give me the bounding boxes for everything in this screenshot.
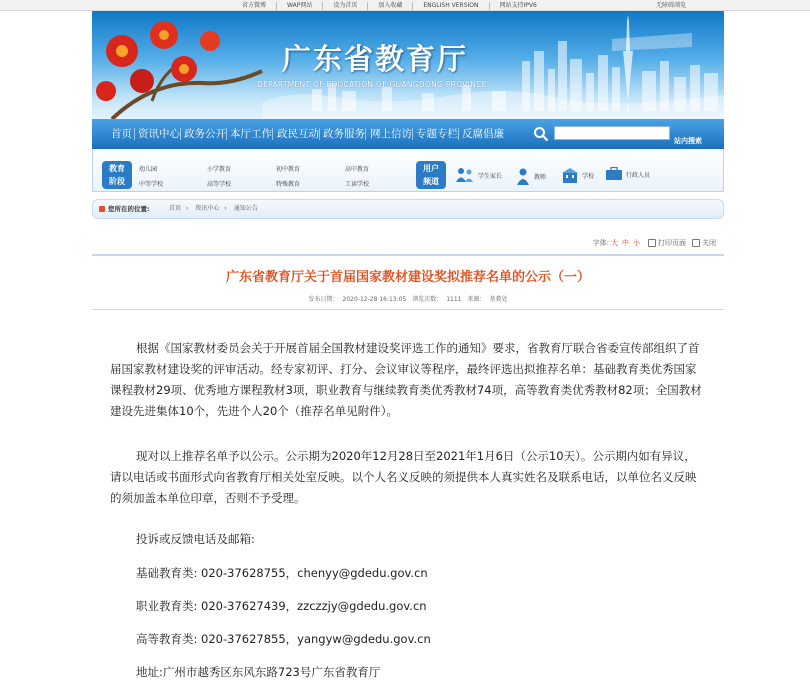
- utility-links: [232, 0, 547, 11]
- contact-vocational-education: 职业教育类: 020-37627439，zzczzjy@gdedu.gov.cn: [136, 599, 427, 613]
- utility-link-wap[interactable]: WAP网站: [277, 2, 323, 10]
- article-title: 广东省教育厅关于首届国家教材建设奖拟推荐名单的公示（一）: [225, 270, 590, 285]
- article-meta: [92, 294, 724, 303]
- edu-stage-label-line2: 阶段: [109, 177, 125, 186]
- user-channel-administrators[interactable]: [605, 167, 650, 181]
- nav-home[interactable]: 首页: [111, 128, 132, 140]
- edu-link-higher-education[interactable]: 高等学校: [207, 181, 232, 188]
- edu-link-special-education[interactable]: 特殊教育: [276, 181, 301, 188]
- kapok-flower-illustration: [92, 11, 272, 119]
- utility-link-weibo[interactable]: 省方微博: [232, 2, 277, 10]
- font-size-small[interactable]: 小: [633, 239, 640, 247]
- user-channel-teachers[interactable]: [515, 167, 546, 185]
- main-nav: [92, 119, 724, 149]
- article-toolbar: [92, 234, 724, 256]
- breadcrumb: [92, 199, 724, 219]
- contact-basic-education: 基础教育类: 020-37628755，chenyy@gdedu.gov.cn: [136, 566, 428, 580]
- article-paragraph: 根据《国家教材委员会关于开展首届全国教材建设奖评选工作的通知》要求，省教育厅联合省委宣传部组织了首届国家教材建设奖的评审活动。经专家初评、打分、会议审议等程序，最终评选出拟推荐名单：基础教育类优秀国家课程教材29项、优秀地方课程教材3项，职业教育与继续教育类优秀教材74项，高等教育类优秀教材82项；全国教材建设先进集体10个，先进个人20个（推荐名单见附件）。: [110, 341, 702, 418]
- teacher-icon: [515, 167, 531, 185]
- font-size-medium[interactable]: 中: [622, 239, 629, 247]
- user-channel-schools-label: 学校: [582, 172, 595, 180]
- source: 基教处: [489, 296, 508, 303]
- close-icon[interactable]: [692, 239, 700, 247]
- edu-link-secondary-vocational[interactable]: 中等学校: [139, 181, 164, 188]
- briefcase-icon: [605, 167, 623, 181]
- breadcrumb-bullet-icon: [99, 206, 105, 212]
- user-channel-schools[interactable]: [561, 167, 594, 183]
- edu-link-primary[interactable]: 小学教育: [207, 166, 232, 173]
- nav-public-interaction[interactable]: 政民互动: [277, 128, 319, 140]
- site-search-input[interactable]: [554, 126, 670, 140]
- close-page-link[interactable]: 关闭: [702, 239, 716, 247]
- site-title: 广东省教育厅: [282, 42, 469, 76]
- breadcrumb-news-center[interactable]: 资讯中心: [195, 205, 220, 212]
- article-tools: [593, 238, 716, 248]
- view-count-label: 浏览次数：: [412, 296, 443, 303]
- source-label: 来源：: [467, 296, 486, 303]
- accessibility-link[interactable]: 无障碍浏览: [655, 2, 686, 9]
- nav-news-center[interactable]: 资讯中心: [138, 128, 180, 140]
- user-channel-label-line2: 频道: [423, 177, 439, 186]
- contacts-heading: 投诉或反馈电话及邮箱:: [136, 532, 255, 546]
- user-channel-parents[interactable]: [455, 167, 502, 183]
- nav-government-affairs[interactable]: 政务公开: [184, 128, 226, 140]
- school-building-icon: [561, 167, 579, 183]
- breadcrumb-label: 您所在的位置:: [108, 205, 150, 213]
- breadcrumb-path: [169, 200, 263, 218]
- utility-link-ipv6[interactable]: 网站支持IPV6: [499, 1, 537, 9]
- edu-link-reform-school[interactable]: 工读学校: [345, 181, 370, 188]
- site-banner: [92, 11, 724, 119]
- nav-online-petition[interactable]: 网上信访: [370, 128, 412, 140]
- user-channel-teachers-label: 教师: [534, 173, 547, 181]
- publish-date-label: 发布日期：: [308, 296, 339, 303]
- font-size-large[interactable]: 大: [611, 239, 618, 247]
- breadcrumb-separator-icon: ›: [224, 205, 227, 212]
- edu-link-senior-high[interactable]: 高中教育: [345, 166, 370, 173]
- user-channel-parents-label: 学生家长: [478, 172, 503, 180]
- edu-stage-label: [102, 161, 132, 189]
- article-paragraph: 现对以上推荐名单予以公示。公示期为2020年12月28日至2021年1月6日（公示10天）。公示期内如有异议，请以电话或书面形式向省教育厅相关处室反映。以个人名义反映的须提供本人真实姓名及联系电话，以单位名义反映的须加盖本单位印章，否则不予受理。: [110, 449, 697, 505]
- site-title-english: DEPARTMENT OF EDUCATION OF GUANGDONG PROVINCE: [257, 80, 487, 89]
- font-size-label: 字体:: [592, 239, 609, 247]
- breadcrumb-notices[interactable]: 通知公告: [233, 205, 258, 212]
- user-channel-label: [416, 161, 446, 189]
- utility-link-english-version[interactable]: ENGLISH VERSION: [413, 2, 489, 10]
- top-utility-bar: [0, 0, 810, 11]
- channel-nav: [92, 149, 724, 192]
- parents-icon: [455, 167, 475, 183]
- print-icon[interactable]: [648, 239, 656, 247]
- edu-link-kindergarten[interactable]: 幼儿园: [139, 166, 158, 173]
- user-channel-administrators-label: 行政人员: [626, 171, 651, 179]
- utility-link-add-favorite[interactable]: 加入收藏: [368, 2, 413, 10]
- breadcrumb-home[interactable]: 首页: [169, 205, 182, 212]
- nav-department-work[interactable]: 本厅工作: [230, 128, 272, 140]
- user-channel-label-line1: 用户: [423, 164, 439, 173]
- publish-date: 2020-12-28 16:13:05: [342, 296, 407, 303]
- utility-link-set-homepage[interactable]: 设为首页: [323, 2, 368, 10]
- nav-anti-corruption[interactable]: 反腐倡廉: [462, 128, 504, 140]
- nav-special-topics[interactable]: 专题专栏: [416, 128, 458, 140]
- edu-stage-label-line1: 教育: [109, 164, 125, 173]
- site-search-link[interactable]: 站内搜索: [674, 137, 702, 145]
- contact-higher-education: 高等教育类: 020-37627855，yangyw@gdedu.gov.cn: [136, 632, 431, 646]
- edu-link-junior-high[interactable]: 初中教育: [276, 166, 301, 173]
- contact-address: 地址:广州市越秀区东风东路723号广东省教育厅: [136, 665, 381, 679]
- view-count: 1111: [446, 296, 462, 303]
- breadcrumb-separator-icon: ›: [186, 205, 189, 212]
- print-page-link[interactable]: 打印页面: [658, 239, 686, 247]
- search-icon[interactable]: [533, 126, 549, 142]
- nav-government-services[interactable]: 政务服务: [323, 128, 365, 140]
- meta-divider: [92, 309, 724, 310]
